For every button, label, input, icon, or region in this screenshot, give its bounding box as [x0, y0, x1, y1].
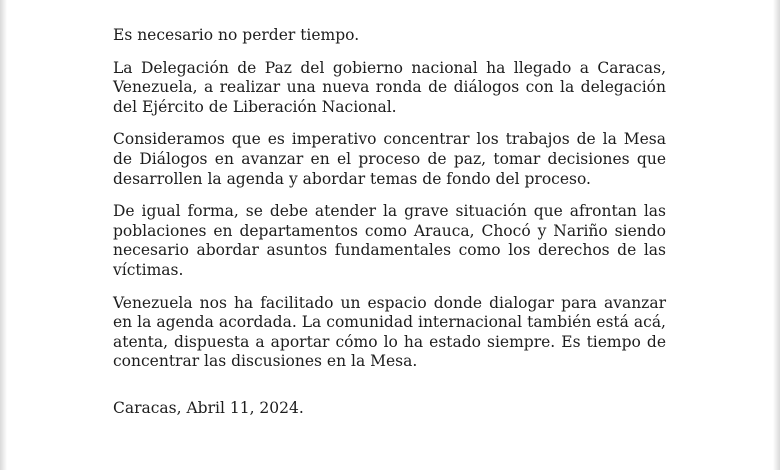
- paragraph-delegation-arrival: La Delegación de Paz del gobierno nacional ha llegado a Caracas, Venezuela, a realizar una nueva ronda de diálogos con la delegación del Ejército de Liberación Nacional.: [113, 58, 666, 116]
- paragraph-dialogue-priorities: Consideramos que es imperativo concentrar los trabajos de la Mesa de Diálogos en avanzar en el proceso de paz, tomar decisiones que desarrollen la agenda y abordar temas de fondo del proceso.: [113, 130, 666, 188]
- document-body: [113, 26, 666, 372]
- page-edge-left: [0, 0, 7, 470]
- place-date-line: Caracas, Abril 11, 2024.: [113, 399, 304, 417]
- page-edge-right: [773, 0, 780, 470]
- paragraph-venezuela-support: Venezuela nos ha facilitado un espacio donde dialogar para avanzar en la agenda acordada. La comunidad internacional también está acá, atenta, dispuesta a aportar cómo lo ha estado siempre. Es tiempo de concentrar las discusiones en la Mesa.: [113, 293, 666, 371]
- paragraph-regional-situation: De igual forma, se debe atender la grave situación que afrontan las poblaciones en departamentos como Arauca, Chocó y Nariño siendo necesario abordar asuntos fundamentales como los derechos de las víctimas.: [113, 202, 666, 279]
- paragraph-opening: Es necesario no perder tiempo.: [113, 26, 360, 44]
